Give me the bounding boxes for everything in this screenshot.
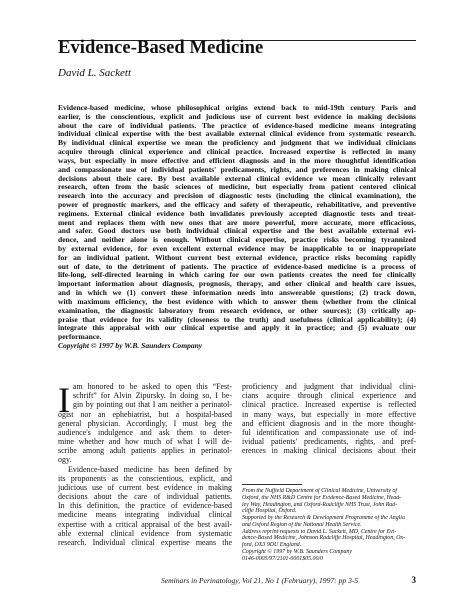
abstract-line: out of date, to the detriment of patients. The practice of evidence-based medicine is a process of [58, 262, 416, 271]
drop-cap: I [58, 380, 70, 420]
abstract-line: acquire through clinical experience and clinical practice. Increased expertise is reflected in many [58, 148, 416, 157]
body-line: expertise with a critical appraisal of the best avail- [58, 519, 232, 529]
body-line: ogist nor an ephebiatrist, but a hospital-based [58, 409, 232, 419]
body-line: mine whether and how much of what I will de- [58, 437, 232, 447]
footnote-line: Address reprint requests to David L. Sackett, MD, Centre for Evi- [242, 528, 397, 535]
body-line: able external clinical evidence from systematic [58, 528, 232, 538]
abstract-line: integrate this appraisal with our clinical expertise and apply it in practice; and (5) evaluate our [58, 324, 416, 333]
abstract-line: praise that evidence for its validity (closeness to the truth) and usefulness (clinical applicability); (4) [58, 315, 416, 324]
abstract-line: examination, the diagnostic laboratory from research evidence, or other sources); (3) critically ap- [58, 306, 416, 315]
body-line: erences in making clinical decisions about their [242, 446, 416, 456]
body-line: judicious use of current best evidence in making [58, 482, 232, 492]
abstract-line: research, often from the basic sciences of medicine, but especially from patient centered clinical [58, 183, 416, 192]
body-line: In this definition, the practice of evidence-based [58, 501, 232, 511]
abstract-line: with maximum efficiency, the best evidence with which to answer them (whether from the clinical [58, 297, 416, 306]
abstract-line: research into the accuracy and precision of diagnostic tests (including the clinical examination), the [58, 192, 416, 201]
abstract-line: By individual clinical expertise we mean the proficiency and judgment that we individual clinicians [58, 139, 416, 148]
body-line: Evidence-based medicine has been defined by [68, 464, 232, 474]
abstract-line: power of prognostic markers, and the efficacy and safety of therapeutic, rehabilitative, and preventive [58, 200, 416, 209]
abstract-line: and compassionate use of individual patients' predicaments, rights, and preferences in making clinical [58, 165, 416, 174]
footnote-line: Supported by the Research & Development Programme of the Anglia [242, 515, 405, 521]
abstract-line: decisions about their care. By best available external clinical evidence we mean clinically relevant [58, 174, 416, 183]
abstract [58, 104, 416, 351]
footnote-line: cliffe Hospital, Oxford. [242, 508, 297, 515]
abstract-line: and safer. Good doctors use both individual clinical expertise and the best available external evi- [58, 227, 416, 236]
body-line: cians acquire through clinical experience and [242, 391, 416, 401]
footnote-line: dence-Based Medicine, Johnson Radcliffe Hospital, Headington, Ox- [242, 535, 406, 542]
abstract-line: earlier, is the conscientious, explicit and judicious use of current best evidence in making decisions [58, 112, 416, 121]
body-line: general physician. Accordingly, I must beg the [58, 418, 232, 428]
footnote-line: ford, OX3 9DU England. [242, 542, 302, 548]
abstract-line: regimens. External clinical evidence both invalidates previously accepted diagnostic tests and treat- [58, 209, 416, 218]
footnote-line: and Oxford Region of the National Health Service. [242, 521, 362, 528]
abstract-line: life-long, self-directed learning in which caring for our own patients creates the need for clinically [58, 271, 416, 280]
footnote-line: ley Way, Headington, and Oxford-Radcliffe NHS Trust, John Rad- [242, 501, 398, 508]
body-line: ividual patients' predicaments, rights, and pref- [242, 437, 416, 447]
body-line: ful identification and compassionate use of ind- [242, 427, 416, 437]
abstract-line: dence, and neither alone is enough. Without clinical expertise, practice risks becoming tyrannized [58, 236, 416, 245]
footnote-line: Oxford, the NHS R&D Centre for Evidence-Based Medicine, Head- [242, 494, 402, 501]
abstract-line: ways, but especially in more effective and efficient diagnosis and in the more thoughtful identification [58, 156, 416, 165]
body-right-column [242, 382, 416, 455]
body-line: schrift” for Alvin Zipursky. In doing so, I be- [73, 391, 232, 401]
abstract-line: important information about diagnosis, prognosis, therapy, and other clinical and health care issues, [58, 280, 416, 289]
body-line: ogy. [58, 455, 72, 465]
body-line: in many ways, but especially in more effective [242, 409, 416, 419]
article-title: Evidence-Based Medicine [58, 38, 264, 58]
body-line: decisions about the care of individual patients. [58, 492, 232, 502]
page-number: 3 [411, 575, 416, 585]
footnote-line: 0146-0005/97/2101-0001$05.00/0 [242, 555, 323, 562]
abstract-line: performance. [58, 333, 102, 342]
body-line: audience's indulgence and ask them to deter- [58, 427, 232, 437]
abstract-line: Evidence-based medicine, whose philosophical origins extend back to mid-19th century Paris and [58, 104, 416, 112]
article-author: David L. Sackett [58, 67, 132, 79]
abstract-line: for an individual patient. Without current best external evidence, practice risks becoming rapidly [58, 253, 416, 262]
footnote-line: From the Nuffield Department of Clinical Medicine, University of [242, 488, 398, 494]
abstract-line: individual clinical expertise with the best available external clinical evidence from systematic research. [58, 130, 416, 139]
abstract-line: and in which we (1) convert these information needs into answerable questions; (2) track down, [58, 289, 416, 298]
footnote-line: Copyright © 1997 by W.B. Saunders Company [242, 548, 352, 555]
body-line: proficiency and judgment that individual clini- [242, 382, 416, 391]
journal-citation: Seminars in Perinatology, Vol 21, No 1 (February), 1997: pp 3-5 [161, 576, 359, 585]
abstract-line: ment and replaces them with new ones that are more powerful, more accurate, more efficacious, [58, 218, 416, 227]
body-line: gin by pointing out that I am neither a perinatol- [73, 400, 232, 410]
body-line: am honored to be asked to open this “Fest- [73, 382, 232, 391]
body-line: and efficient diagnosis and in the more thought- [242, 418, 416, 428]
body-line: research. Individual clinical expertise means the [58, 537, 232, 547]
footnote-rule [242, 484, 302, 485]
body-line: its proponents as the conscientious, explicit, and [58, 473, 232, 483]
body-left-column [58, 382, 232, 547]
abstract-copyright: Copyright © 1997 by W.B. Saunders Company [58, 340, 203, 350]
abstract-line: by external evidence, for even excellent external evidence may be inapplicable to or inappropriate [58, 245, 416, 253]
body-line: clinical practice. Increased expertise is reflected [242, 400, 416, 410]
body-line: medicine means integrating individual clinical [58, 510, 232, 520]
abstract-line: about the care of individual patients. The practice of evidence-based medicine means integrating [58, 121, 416, 130]
body-line: scribe among adult patients applies in perinatol- [58, 446, 232, 456]
footnotes [242, 488, 416, 562]
